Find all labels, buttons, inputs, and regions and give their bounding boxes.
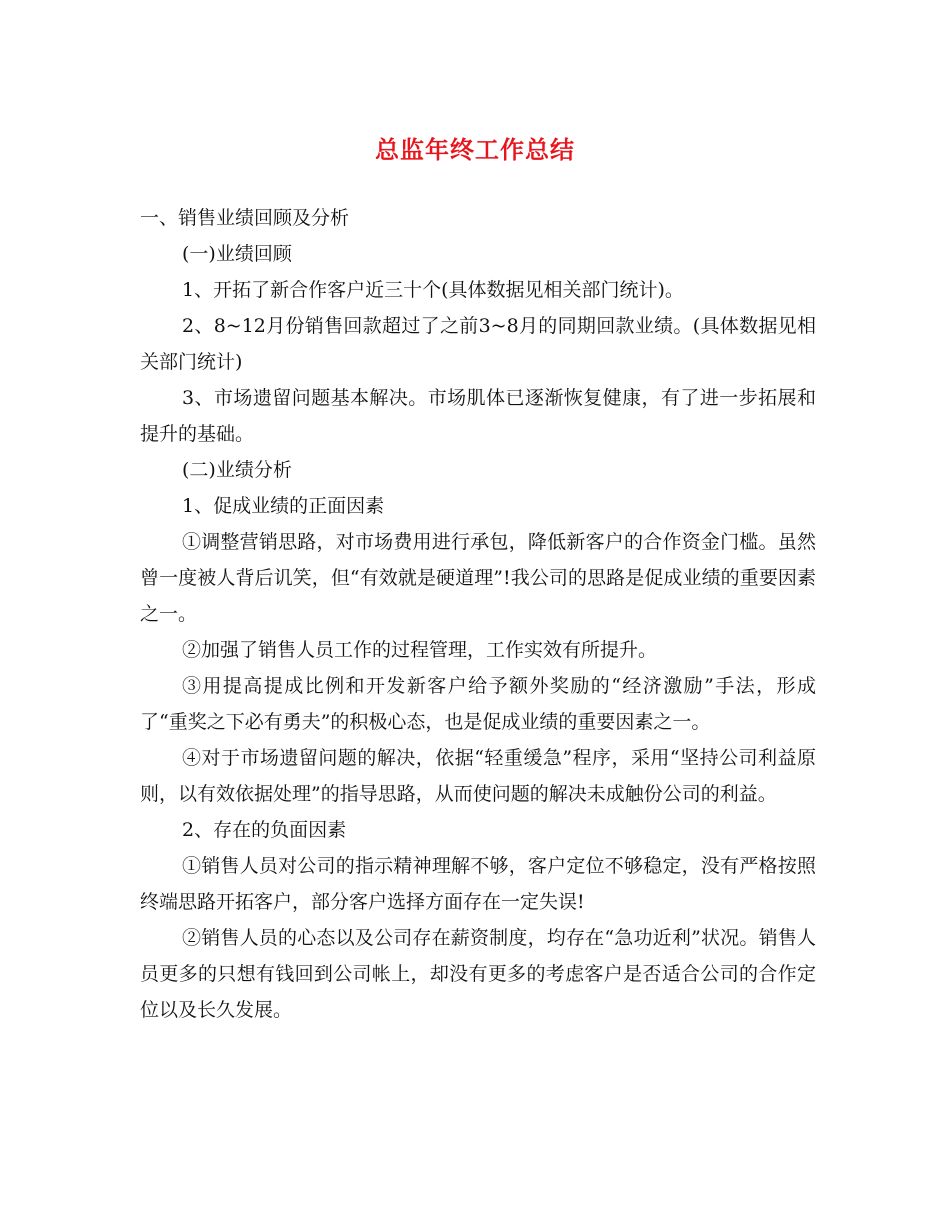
paragraph-positive-2: ②加强了销售人员工作的过程管理，工作实效有所提升。 bbox=[182, 639, 658, 661]
subheading-performance-analysis: (二)业绩分析 bbox=[182, 459, 292, 481]
subheading-negative-factors: 2、存在的负面因素 bbox=[182, 819, 347, 841]
paragraph-positive-4: ④对于市场遗留问题的解决，依据“轻重缓急”程序，采用“坚持公司利益原则，以有效依据处理”的指导思路，从而使问题的解决未成触份公司的利益。 bbox=[140, 747, 816, 805]
paragraph-item-3: 3、市场遗留问题基本解决。市场肌体已逐渐恢复健康，有了进一步拓展和提升的基础。 bbox=[140, 387, 816, 445]
document-title: 总监年终工作总结 bbox=[375, 135, 575, 164]
subheading-performance-review: (一)业绩回顾 bbox=[182, 243, 292, 265]
paragraph-item-1: 1、开拓了新合作客户近三十个(具体数据见相关部门统计)。 bbox=[182, 279, 684, 301]
paragraph-negative-1: ①销售人员对公司的指示精神理解不够，客户定位不够稳定，没有严格按照终端思路开拓客户，部分客户选择方面存在一定失误! bbox=[140, 855, 816, 913]
paragraph-positive-1: ①调整营销思路，对市场费用进行承包，降低新客户的合作资金门槛。虽然曾一度被人背后讥笑，但“有效就是硬道理”!我公司的思路是促成业绩的重要因素之一。 bbox=[140, 531, 816, 625]
paragraph-negative-2: ②销售人员的心态以及公司存在薪资制度，均存在“急功近利”状况。销售人员更多的只想有钱回到公司帐上，却没有更多的考虑客户是否适合公司的合作定位以及长久发展。 bbox=[140, 927, 816, 1021]
subheading-positive-factors: 1、促成业绩的正面因素 bbox=[182, 495, 385, 517]
heading-section-1: 一、销售业绩回顾及分析 bbox=[140, 207, 350, 229]
paragraph-item-2: 2、8~12月份销售回款超过了之前3~8月的同期回款业绩。(具体数据见相关部门统计) bbox=[140, 315, 816, 373]
document-body bbox=[140, 200, 816, 1028]
paragraph-positive-3: ③用提高提成比例和开发新客户给予额外奖励的“经济激励”手法，形成了“重奖之下必有勇夫”的积极心态，也是促成业绩的重要因素之一。 bbox=[140, 675, 816, 733]
